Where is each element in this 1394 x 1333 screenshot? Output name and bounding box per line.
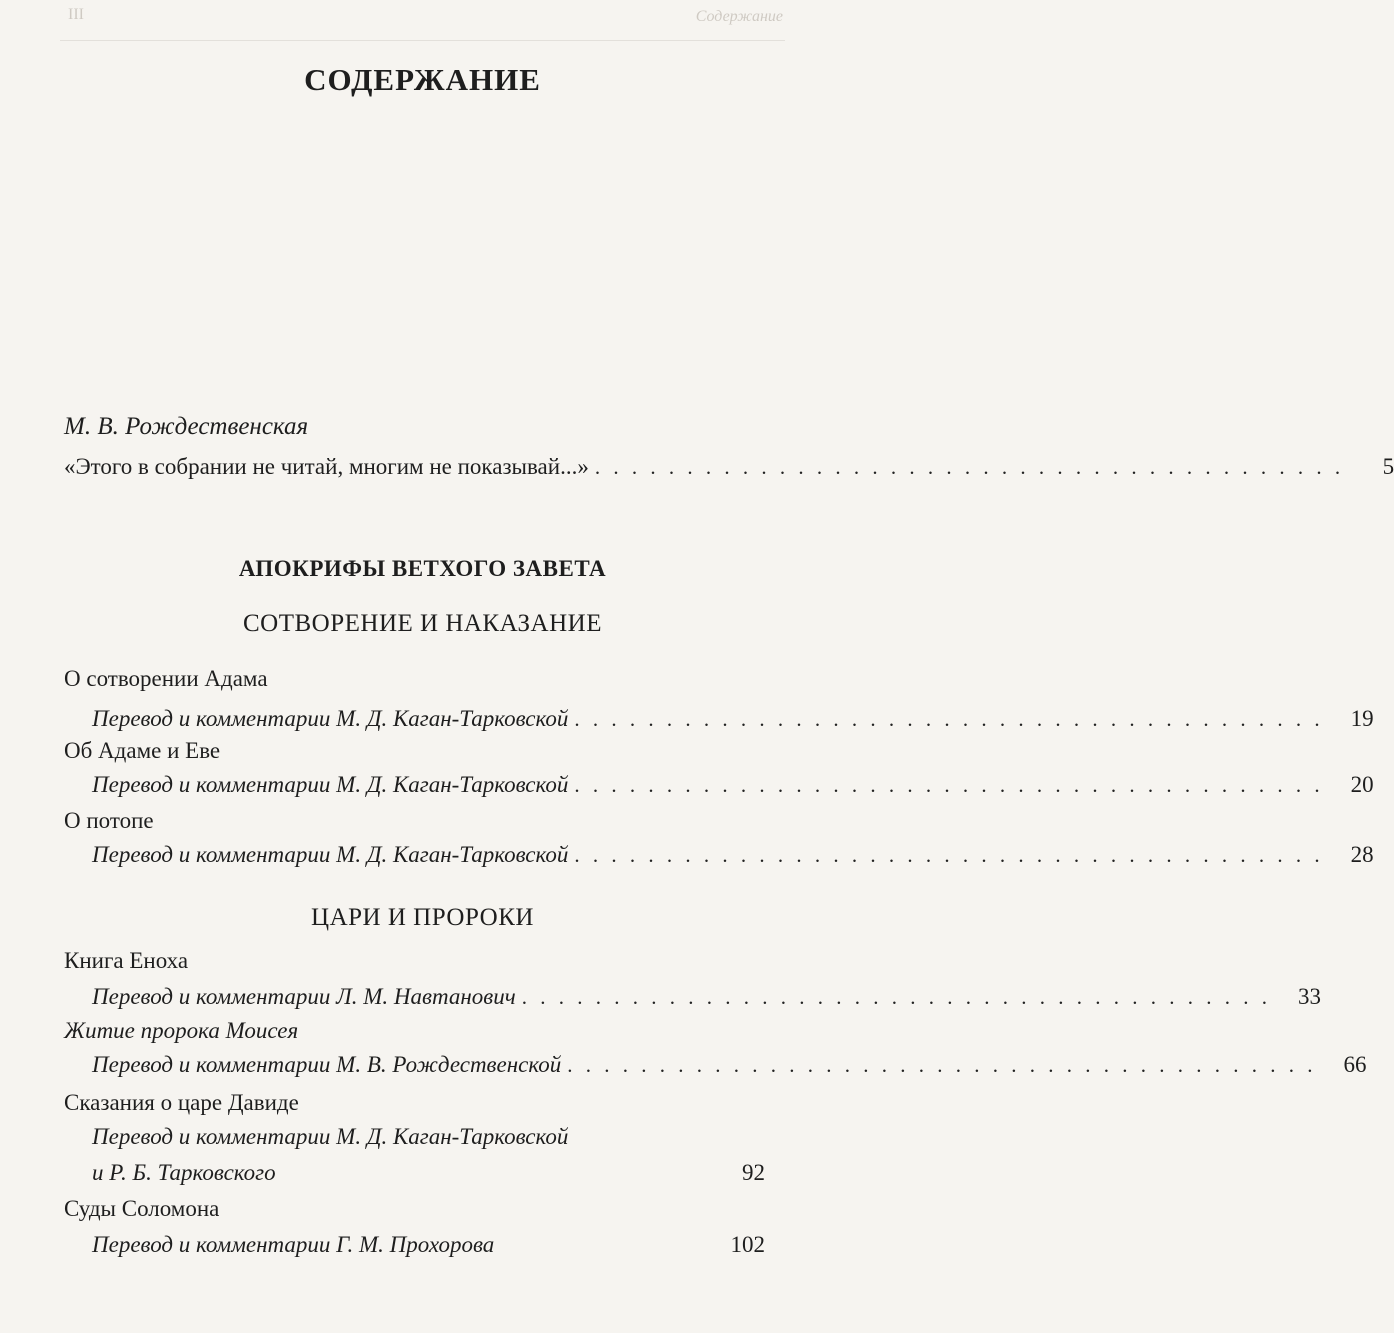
section-heading: АПОКРИФЫ ВЕТХОГО ЗАВЕТА (238, 556, 607, 581)
toc-entry-title[interactable]: Сказания о царе Давиде (64, 1090, 299, 1115)
dot-leader: . . . . . . . . . . . . . . . . . . . . . . . . . . . . . . . . . . . . . . . . . (521, 985, 1271, 1009)
intro-author: М. В. Рождественская (64, 413, 309, 440)
toc-entry-credit: Перевод и комментарии Л. М. Навтанович (92, 984, 516, 1009)
toc-entry-title[interactable]: О потопе (64, 808, 154, 833)
toc-entry-title[interactable]: Об Адаме и Еве (64, 738, 221, 763)
toc-entry-page: 66 (1343, 1052, 1367, 1077)
dot-leader: . . . . . . . . . . . . . . . . . . . . . . . . . . . . . . . . . . . . . . . . . (574, 843, 1324, 867)
dot-leader: . . . . . . . . . . . . . . . . . . . . . . . . . . . . . . . . . . . . . . . . . (567, 1053, 1317, 1077)
dot-leader: . . . . . . . . . . . . . . . . . . . . . . . . . . . . . . . . . . . . . . . . . (574, 773, 1324, 797)
dot-leader: . . . . . . . . . . . . . . . . . . . . . . . . . . . . . . . . . . . . . . . . . (594, 455, 1345, 479)
toc-entry-credit: Перевод и комментарии М. В. Рождественской (92, 1052, 562, 1077)
dot-leader: . . . . . . . . . . . . . . . . . . . . . . . . . . . . . . . . . . . . . . . . . (574, 707, 1324, 731)
toc-entry-credit: Перевод и комментарии Г. М. Прохорова (92, 1232, 495, 1257)
toc-entry-page: 92 (742, 1160, 765, 1185)
toc-entry-page: 102 (730, 1232, 765, 1257)
toc-entry-page: 19 (1350, 706, 1374, 731)
toc-entry-credit-line[interactable] (92, 1052, 1367, 1078)
toc-entry-credit: Перевод и комментарии М. Д. Каган-Тарковской (92, 1124, 569, 1149)
part-heading-kings: ЦАРИ И ПРОРОКИ (311, 904, 534, 931)
toc-entry-credit: Перевод и комментарии М. Д. Каган-Тарковской (92, 772, 569, 797)
toc-entry-title[interactable]: О сотворении Адама (64, 666, 268, 691)
part-heading-creation: СОТВОРЕНИЕ И НАКАЗАНИЕ (242, 610, 602, 637)
toc-entry-title[interactable]: Суды Соломона (64, 1196, 220, 1221)
intro-page: 5 (1382, 454, 1394, 479)
toc-entry-credit-line[interactable] (92, 1232, 765, 1258)
toc-entry-credit-line[interactable] (92, 1160, 765, 1186)
intro-text: «Этого в собрании не читай, многим не показывай...» (64, 454, 589, 479)
toc-entry-title[interactable]: Книга Еноха (64, 948, 189, 973)
running-head (60, 0, 785, 41)
page-title: СОДЕРЖАНИЕ (304, 62, 541, 97)
toc-entry-page: 28 (1350, 842, 1374, 867)
toc-entry-credit: Перевод и комментарии М. Д. Каган-Тарковской (92, 706, 569, 731)
toc-entry-credit-line (92, 1124, 765, 1150)
toc-entry-credit-line[interactable] (92, 706, 1374, 732)
toc-entry-page: 20 (1350, 772, 1374, 797)
toc-entry-credit-line[interactable] (92, 842, 1374, 868)
toc-entry-credit-continued: и Р. Б. Тарковского (92, 1160, 276, 1185)
running-head-page-number: III (68, 6, 84, 23)
running-head-title: Содержание (695, 8, 783, 25)
toc-entry-title[interactable]: Житие пророка Моисея (64, 1018, 299, 1043)
toc-entry-credit-line[interactable] (92, 772, 1374, 798)
toc-entry-page: 33 (1298, 984, 1321, 1009)
toc-entry-credit-line[interactable] (92, 984, 1321, 1010)
toc-entry-credit: Перевод и комментарии М. Д. Каган-Тарковской (92, 842, 569, 867)
toc-entry-intro[interactable] (64, 454, 1394, 480)
